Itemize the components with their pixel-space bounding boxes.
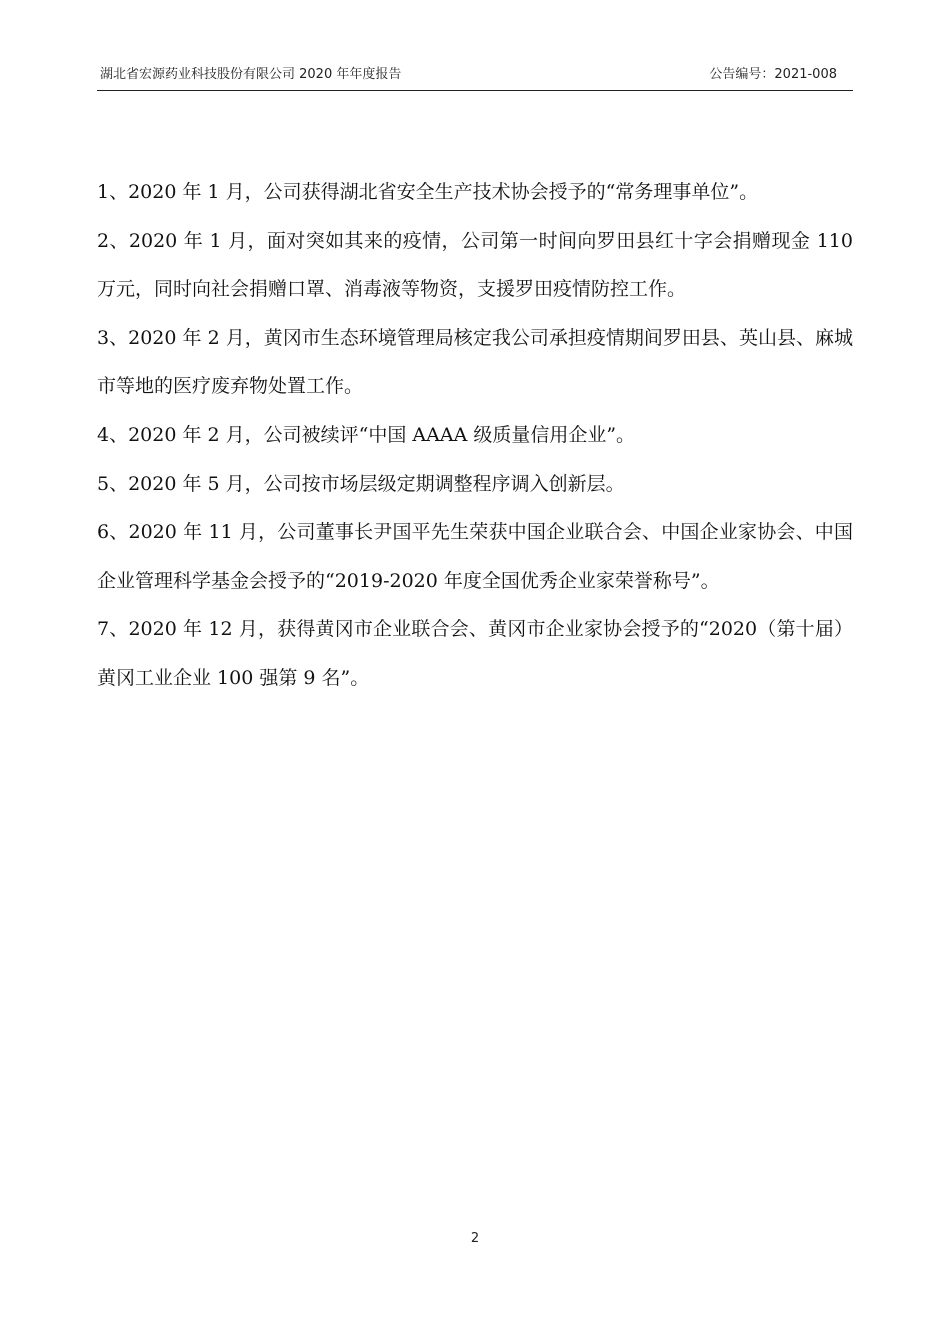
paragraph-1: 1、2020 年 1 月，公司获得湖北省安全生产技术协会授予的“常务理事单位”。 <box>97 181 759 203</box>
paragraph-4: 4、2020 年 2 月，公司被续评“中国 AAAA 级质量信用企业”。 <box>97 423 636 446</box>
paragraph-7: 7、2020 年 12 月，获得黄冈市企业联合会、黄冈市企业家协会授予的“2020（第十届）黄冈工业企业 100 强第 9 名”。 <box>97 618 853 689</box>
paragraph-5: 5、2020 年 5 月，公司按市场层级定期调整程序调入创新层。 <box>97 472 625 495</box>
report-title: 湖北省宏源药业科技股份有限公司 2020 年年度报告 <box>100 67 402 82</box>
announcement-number: 公告编号：2021-008 <box>709 67 837 82</box>
page-header <box>97 62 853 91</box>
page-number: 2 <box>470 1231 480 1246</box>
paragraph-6: 6、2020 年 11 月，公司董事长尹国平先生荣获中国企业联合会、中国企业家协会、中国企业管理科学基金会授予的“2019-2020 年度全国优秀企业家荣誉称号”。 <box>97 521 853 592</box>
document-body <box>97 168 853 703</box>
paragraph-2: 2、2020 年 1 月，面对突如其来的疫情，公司第一时间向罗田县红十字会捐赠现金 110 万元，同时向社会捐赠口罩、消毒液等物资，支援罗田疫情防控工作。 <box>97 229 853 301</box>
paragraph-3: 3、2020 年 2 月，黄冈市生态环境管理局核定我公司承担疫情期间罗田县、英山县、麻城市等地的医疗废弃物处置工作。 <box>97 326 853 398</box>
